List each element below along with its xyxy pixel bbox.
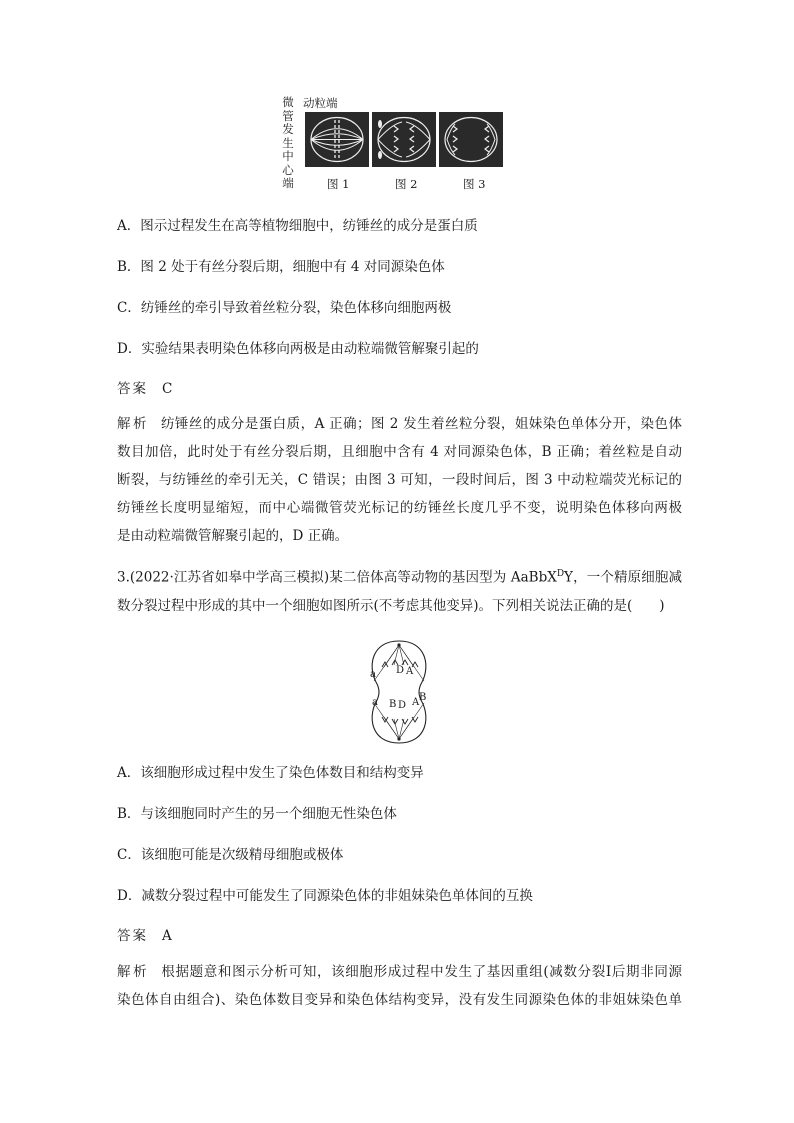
answer-value: A	[162, 928, 172, 944]
q3-option-a: A．该细胞形成过程中发生了染色体数目和结构变异	[117, 765, 424, 781]
q2-option-c: C．纺锤丝的牵引导致着丝粒分裂，染色体移向细胞两极	[117, 300, 452, 316]
cell-division-figure	[366, 637, 432, 747]
q2-answer	[117, 377, 172, 397]
figure-panel-1	[305, 112, 369, 167]
q3-option-c: C．该细胞可能是次级精母细胞或极体	[117, 847, 344, 863]
q2-option-d: D．实验结果表明染色体移向两极是由动粒端微管解聚引起的	[117, 341, 479, 357]
q3-answer	[117, 924, 172, 944]
gene-label-A-top: A	[406, 666, 414, 677]
answer-value: C	[162, 381, 173, 397]
analysis-line-2: 染色体自由组合)、染色体数目变异和染色体结构变异，没有发生同源染色体的非姐妹染色单	[117, 992, 682, 1008]
q2-analysis	[117, 410, 682, 550]
q2-option-b: B．图 2 处于有丝分裂后期，细胞中有 4 对同源染色体	[117, 259, 445, 275]
figure-caption-1: 图 1	[327, 177, 350, 191]
analysis-line-5: 是由动粒端微管解聚引起的，D 正确。	[117, 528, 349, 544]
gene-label-a-top: a	[370, 669, 376, 680]
gene-label-d-top: D	[396, 665, 405, 676]
analysis-line-1: 解析 根据题意和图示分析可知，该细胞形成过程中发生了基因重组(减数分裂Ⅰ后期非同源	[117, 964, 682, 980]
analysis-line-4: 纺锤丝长度明显缩短，而中心端微管荧光标记的纺锤丝长度几乎不变，说明染色体移向两极	[117, 500, 682, 516]
gene-label-B-bottom-2: B	[419, 692, 427, 703]
analysis-line-2: 数目加倍，此时处于有丝分裂后期，且细胞中含有 4 对同源染色体，B 正确；着丝粒是自动	[117, 444, 682, 460]
q3-option-b: B．与该细胞同时产生的另一个细胞无性染色体	[117, 806, 397, 822]
gene-label-B-bottom: B	[389, 699, 397, 710]
figure-panel-2	[372, 112, 436, 167]
figure-caption-2: 图 2	[395, 177, 418, 191]
q3-analysis	[117, 958, 682, 1014]
q3-stem-line-1: 3.(2022·江苏省如皋中学高三模拟)某二倍体高等动物的基因型为 AaBbX$^D$Y，一个精原细胞减	[117, 569, 682, 586]
answer-tag: 答案	[117, 381, 148, 397]
spindle-figure	[281, 92, 513, 192]
q3-stem-line-2: 数分裂过程中形成的其中一个细胞如图所示(不考虑其他变异)。下列相关说法正确的是( )	[117, 597, 665, 614]
analysis-line-1: 解析 纺锤丝的成分是蛋白质，A 正确；图 2 发生着丝粒分裂，姐妹染色单体分开，染色体	[117, 416, 682, 432]
figure-caption-3: 图 3	[463, 177, 486, 191]
figure-panel-3	[439, 112, 503, 167]
answer-tag: 答案	[117, 928, 148, 944]
q3-option-d: D．减数分裂过程中可能发生了同源染色体的非姐妹染色单体间的互换	[117, 888, 533, 904]
gene-label-A-bottom: A	[412, 697, 420, 708]
q3-stem	[117, 560, 682, 620]
q2-option-a: A．图示过程发生在高等植物细胞中，纺锤丝的成分是蛋白质	[117, 218, 478, 234]
figure-top-label: 动粒端	[303, 96, 338, 110]
figure-vertical-label: 微管发生中心端	[282, 95, 294, 190]
gene-label-D-bottom: D	[398, 700, 407, 711]
analysis-tag: 解析	[117, 416, 149, 432]
analysis-line-3: 断裂，与纺锤丝的牵引无关，C 错误；由图 3 可知，一段时间后，图 3 中动粒端荧光标记的	[117, 472, 682, 488]
analysis-tag: 解析	[117, 964, 150, 980]
gene-label-a-bottom: a	[372, 697, 378, 708]
